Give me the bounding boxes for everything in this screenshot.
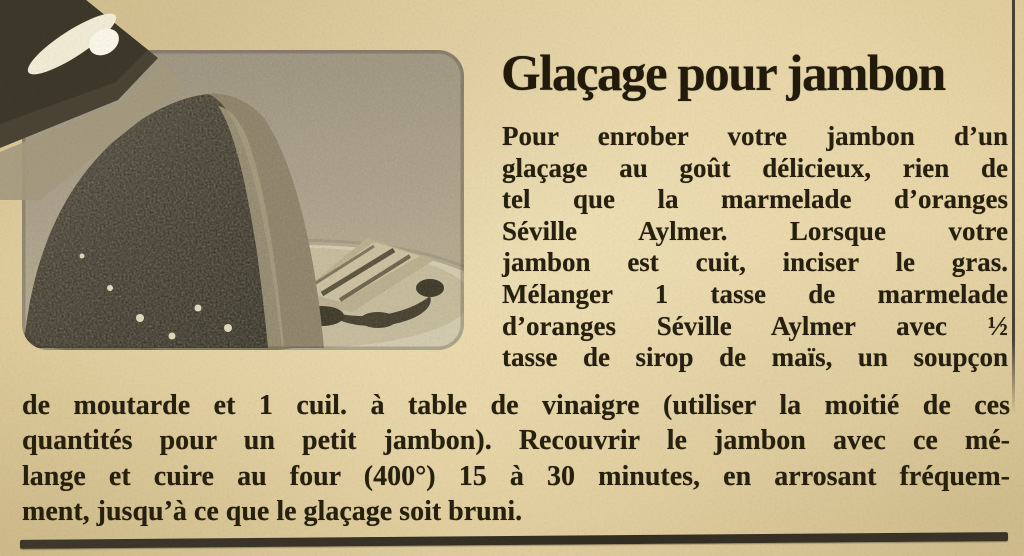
text-line: jambon est cuit, inciser le gras.	[502, 247, 1008, 278]
article-title: Glaçage pour jambon	[501, 46, 945, 102]
article-full-width	[22, 388, 1010, 530]
text-line: lange et cuire au four (400°) 15 à 30 minutes, en arrosant fréquem-	[22, 460, 1010, 492]
text-line: glaçage au goût délicieux, rien de	[502, 152, 1008, 183]
text-line: ment, jusqu’à ce que le glaçage soit bruni.	[22, 496, 523, 528]
text-line: Séville Aylmer. Lorsque votre	[502, 215, 1008, 246]
text-line: tasse de sirop de maïs, un soupçon	[502, 342, 1008, 373]
text-line: tel que la marmelade d’oranges	[502, 184, 1008, 215]
column-divider-rule	[1012, 0, 1015, 414]
text-line: Pour enrober votre jambon d’un	[502, 121, 1008, 151]
ham-photo-image	[22, 50, 464, 350]
article-column	[502, 121, 1008, 374]
text-line: d’oranges Séville Aylmer avec ½	[502, 310, 1008, 341]
text-line: quantités pour un petit jambon). Recouvrir le jambon avec ce mé-	[22, 425, 1010, 457]
text-line: Mélanger 1 tasse de marmelade	[502, 278, 1008, 309]
ham-photo	[22, 50, 464, 350]
bottom-rule	[20, 532, 1008, 549]
text-line: de moutarde et 1 cuil. à table de vinaigre (utiliser la moitié de ces	[22, 390, 1010, 421]
